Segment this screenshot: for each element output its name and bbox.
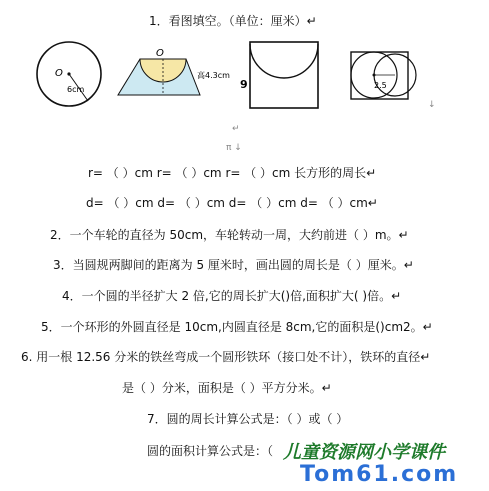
- circle-radius-label: 6cm: [67, 85, 85, 94]
- rectangle-radius-label: 2.5: [374, 81, 387, 90]
- question-6-line-1: 6. 用一根 12.56 分米的铁丝弯成一个圆形铁环（接口处不计），铁环的直径↵: [21, 350, 431, 364]
- question-5: 5．一个环形的外圆直径是 10cm,内圆直径是 8cm,它的面积是()cm2。↵: [41, 320, 433, 334]
- question-7-area: 圆的面积计算公式是：（: [147, 444, 274, 458]
- question-4: 4．一个圆的半径扩大 2 倍,它的周长扩大()倍,面积扩大( )倍。↵: [62, 289, 402, 303]
- page-title: 1．看图填空。（单位：厘米）↵: [149, 14, 317, 28]
- question-7: 7．圆的周长计算公式是：（ ）或（ ）: [147, 412, 349, 426]
- semicircle-height-label: 高4.3cm: [197, 71, 230, 80]
- watermark-top: 儿童资源网小学课件: [283, 442, 445, 463]
- semicircle-center-label: O: [156, 48, 164, 59]
- square-side-label: 9: [240, 78, 248, 91]
- figures-row: [0, 35, 489, 145]
- question-2: 2．一个车轮的直径为 50cm，车轮转动一周，大约前进（ ）m。↵: [50, 228, 409, 242]
- diameter-fill-line: d= （ ）cm d= （ ）cm d= （ ）cm d= （ ）cm↵: [86, 196, 378, 210]
- question-3: 3．当圆规两脚间的距离为 5 厘米时，画出圆的周长是（ ）厘米。↵: [53, 258, 414, 272]
- radius-fill-line: r= （ ）cm r= （ ）cm r= （ ）cm 长方形的周长↵: [88, 166, 377, 180]
- semicircle-trapezoid-figure: [118, 48, 230, 95]
- rectangle-figure: [351, 52, 416, 99]
- watermark-bottom: Tom61.com: [300, 462, 459, 487]
- circle-figure: [37, 42, 101, 106]
- paragraph-mark-right: ↓: [428, 100, 436, 110]
- square-figure: [240, 42, 318, 108]
- pi-mark: π ↓: [226, 143, 242, 153]
- question-6-line-2: 是（ ）分米，面积是（ ）平方分米。↵: [122, 381, 332, 395]
- paragraph-mark: ↵: [232, 124, 240, 134]
- circle-center-label: O: [55, 68, 63, 79]
